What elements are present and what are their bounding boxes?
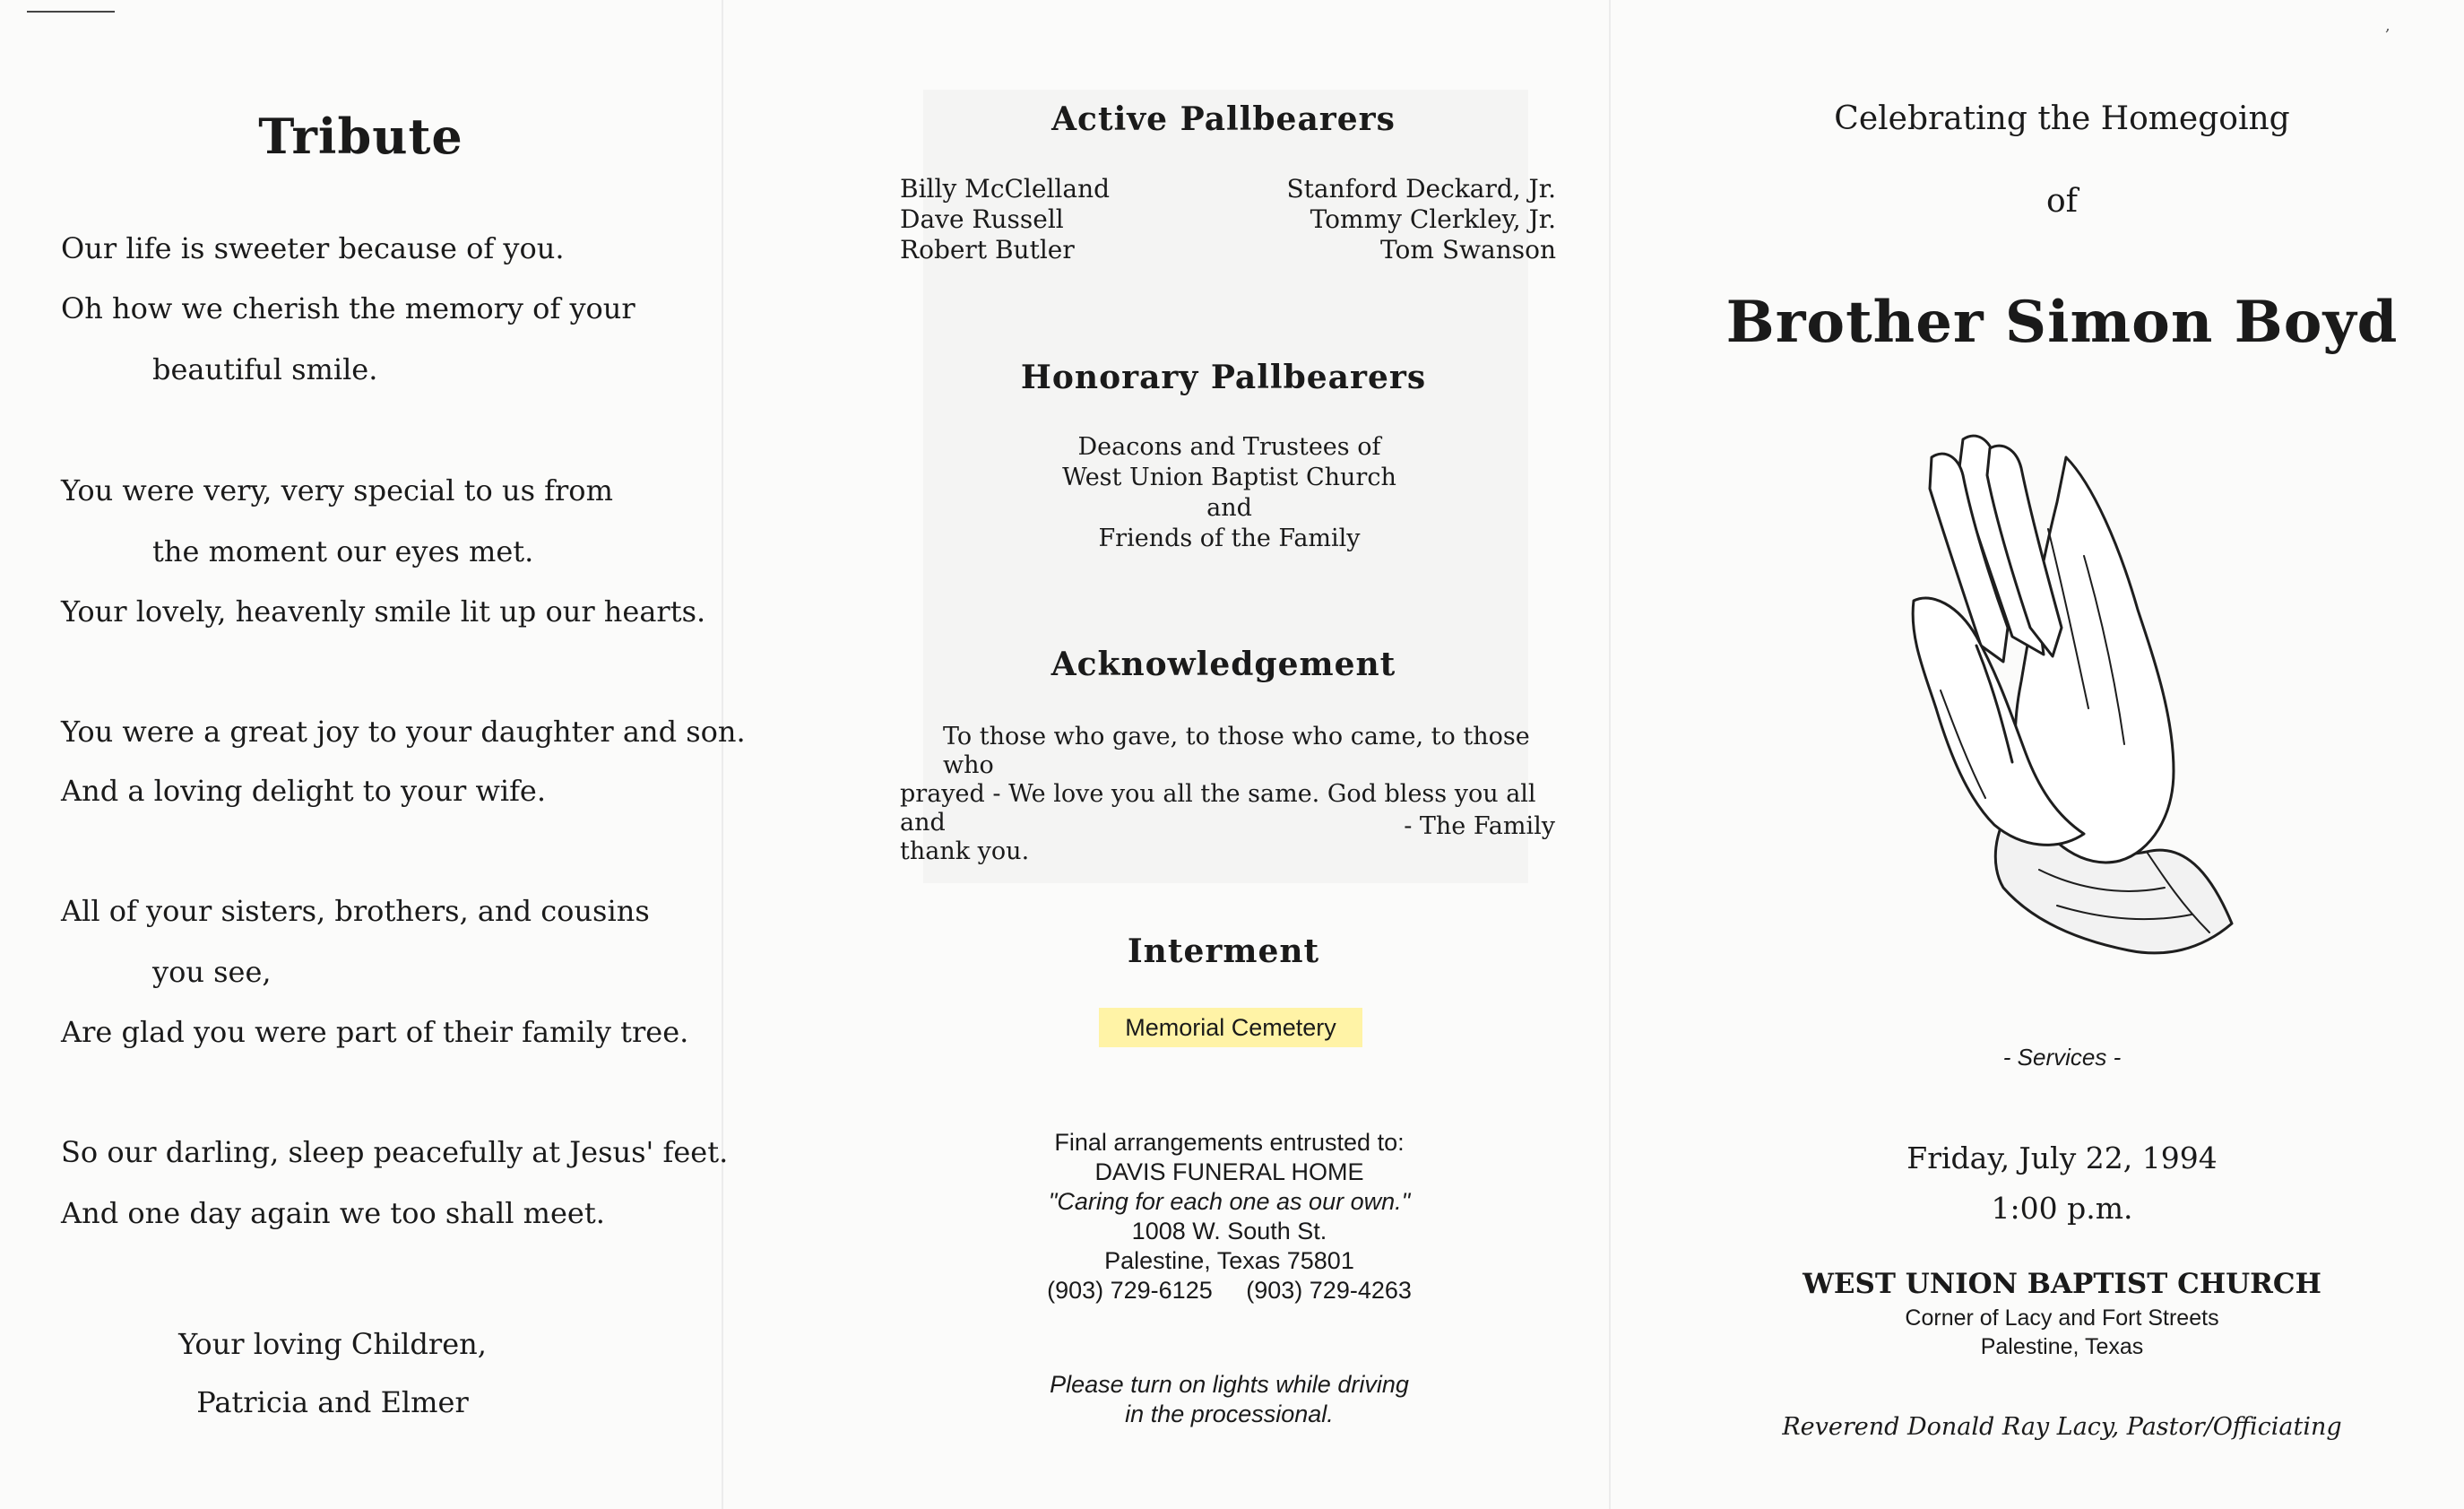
tribute-signature-line-2: Patricia and Elmer [196, 1385, 469, 1419]
officiant: Reverend Donald Ray Lacy, Pastor/Officiating [1782, 1413, 2342, 1441]
tribute-line: beautiful smile. [152, 352, 378, 386]
phone-number: (903) 729-4263 [1246, 1277, 1412, 1304]
tribute-line: Our life is sweeter because of you. [61, 231, 565, 265]
tribute-line: So our darling, sleep peacefully at Jesus' feet. [61, 1135, 729, 1169]
pallbearers-right-column [1237, 174, 1556, 265]
funeral-home-motto: "Caring for each one as our own." [1048, 1188, 1411, 1215]
pallbearer-name: Robert Butler [900, 235, 1075, 265]
tribute-line: Your lovely, heavenly smile lit up our hearts. [61, 594, 706, 629]
deceased-name: Brother Simon Boyd [1725, 289, 2399, 356]
funeral-home-city: Palestine, Texas 75801 [1104, 1247, 1354, 1274]
tribute-line: And a loving delight to your wife. [61, 774, 547, 808]
acknowledgement-signature: - The Family [1404, 812, 1555, 840]
tribute-line: You were very, very special to us from [61, 473, 613, 507]
funeral-home-info [900, 1128, 1559, 1305]
honorary-pallbearers-list [900, 432, 1559, 554]
pallbearers-left-column [900, 174, 1110, 265]
fold-line-left [722, 0, 723, 1509]
service-date: Friday, July 22, 1994 [1906, 1140, 2218, 1175]
pallbearer-name: Billy McClelland [900, 174, 1111, 204]
acknowledgement-text [900, 723, 1563, 866]
cemetery-name: Memorial Cemetery [1125, 1014, 1336, 1041]
active-pallbearers-title: Active Pallbearers [1051, 100, 1396, 138]
corner-mark [27, 11, 115, 13]
arrangements-line: Final arrangements entrusted to: [1054, 1129, 1405, 1156]
acknowledgement-line: thank you. [900, 837, 1030, 865]
processional-note-line: in the processional. [1125, 1401, 1334, 1427]
church-address-line-1: Corner of Lacy and Fort Streets [1905, 1305, 2219, 1331]
cover-heading-of: of [2046, 183, 2078, 220]
services-label: - Services - [2002, 1044, 2122, 1071]
funeral-home-phones [900, 1276, 1559, 1305]
funeral-home-name: DAVIS FUNERAL HOME [1094, 1158, 1364, 1185]
tribute-line: You were a great joy to your daughter and son. [61, 715, 746, 749]
interment-title: Interment [1127, 932, 1320, 970]
acknowledgement-title: Acknowledgement [1050, 646, 1396, 683]
service-time: 1:00 p.m. [1991, 1191, 2133, 1226]
processional-note-line: Please turn on lights while driving [1050, 1371, 1409, 1398]
tribute-line: Are glad you were part of their family tree. [61, 1015, 689, 1049]
honorary-line: Friends of the Family [1098, 525, 1361, 552]
pallbearer-name: Stanford Deckard, Jr. [1286, 174, 1556, 204]
acknowledgement-line: To those who gave, to those who came, to those who [943, 723, 1530, 779]
church-address-line-2: Palestine, Texas [1980, 1334, 2144, 1359]
honorary-line: West Union Baptist Church [1062, 464, 1396, 491]
church-name: WEST UNION BAPTIST CHURCH [1803, 1268, 2321, 1300]
tribute-line: Oh how we cherish the memory of your [61, 291, 635, 325]
honorary-line: Deacons and Trustees of [1077, 433, 1381, 461]
honorary-line: and [1206, 494, 1252, 522]
phone-number: (903) 729-6125 [1047, 1277, 1213, 1304]
fold-line-right [1609, 0, 1611, 1509]
praying-hands-icon [1878, 421, 2245, 959]
processional-note [900, 1370, 1559, 1429]
tribute-line: you see, [152, 955, 272, 989]
page-speck: , [2385, 16, 2391, 35]
tribute-line: And one day again we too shall meet. [61, 1196, 605, 1230]
honorary-pallbearers-title: Honorary Pallbearers [1020, 359, 1427, 396]
tribute-line: the moment our eyes met. [152, 534, 534, 568]
acknowledgement-line: prayed - We love you all the same. God bless you all and [900, 780, 1536, 837]
funeral-home-street: 1008 W. South St. [1131, 1218, 1327, 1244]
tribute-line: All of your sisters, brothers, and cousins [61, 894, 650, 928]
tribute-signature-line-1: Your loving Children, [178, 1327, 487, 1361]
tribute-title: Tribute [258, 108, 463, 165]
cover-heading: Celebrating the Homegoing [1834, 100, 2290, 137]
pallbearer-name: Tommy Clerkley, Jr. [1310, 204, 1556, 234]
pallbearer-name: Dave Russell [900, 204, 1064, 234]
pallbearer-name: Tom Swanson [1380, 235, 1556, 265]
